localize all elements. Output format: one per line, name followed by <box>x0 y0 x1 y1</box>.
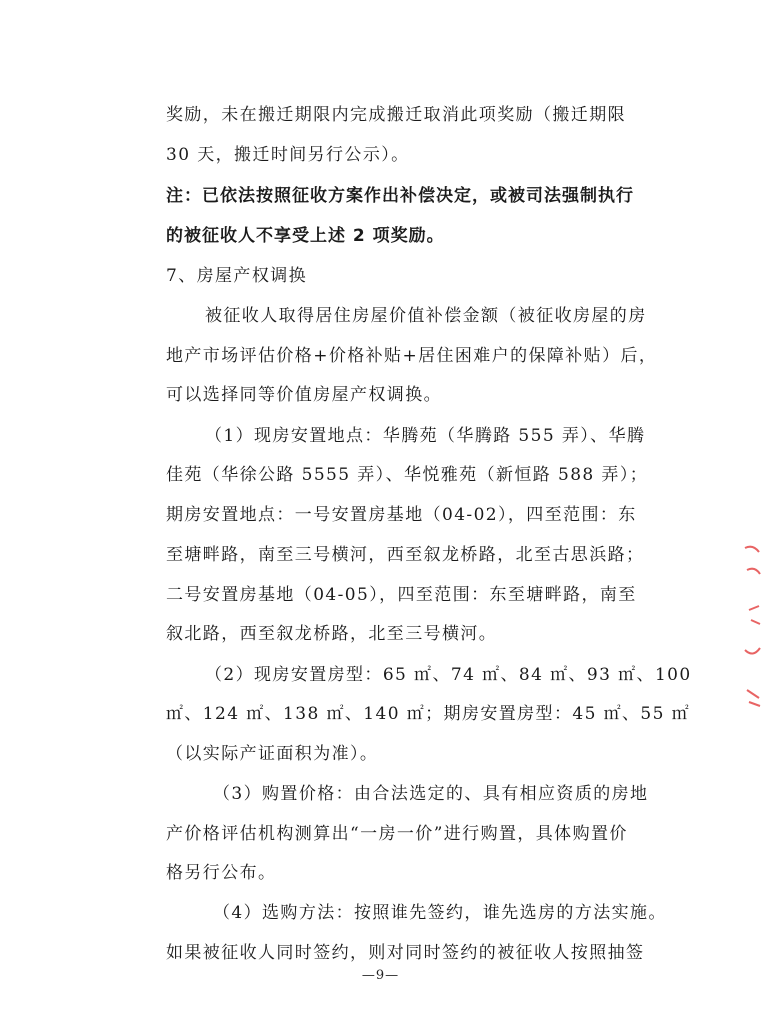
text-line-6: 被征收人取得居住房屋价值补偿金额（被征收房屋的房 <box>205 306 647 326</box>
note-line-1: 注：已依法按照征收方案作出补偿决定，或被司法强制执行 <box>166 186 634 206</box>
red-seal-fragment <box>739 540 761 710</box>
text-line-8: 可以选择同等价值房屋产权调换。 <box>166 385 442 405</box>
text-line-22: 如果被征收人同时签约，则对同时签约的被征收人按照抽签 <box>166 943 645 963</box>
text-line-2: 30 天，搬迁时间另行公示）。 <box>166 145 410 165</box>
text-line-11: 期房安置地点：一号安置房基地（04-02），四至范围：东 <box>166 505 637 525</box>
text-line-15: （2）现房安置房型：65 ㎡、74 ㎡、84 ㎡、93 ㎡、100 <box>205 665 692 685</box>
note-line-2: 的被征收人不享受上述 2 项奖励。 <box>166 226 445 246</box>
text-line-14: 叙北路，西至叙龙桥路，北至三号横河。 <box>166 624 498 644</box>
text-line-19: 产价格评估机构测算出“一房一价”进行购置，具体购置价 <box>166 824 628 844</box>
text-line-13: 二号安置房基地（04-05），四至范围：东至塘畔路，南至 <box>166 585 637 605</box>
text-line-18: （3）购置价格：由合法选定的、具有相应资质的房地 <box>213 784 649 804</box>
text-line-16: ㎡、124 ㎡、138 ㎡、140 ㎡；期房安置房型：45 ㎡、55 ㎡ <box>166 704 691 724</box>
section-heading-7: 7、房屋产权调换 <box>166 266 308 286</box>
text-line-7: 地产市场评估价格+价格补贴+居住困难户的保障补贴）后， <box>166 346 658 366</box>
text-line-10: 佳苑（华徐公路 5555 弄）、华悦雅苑（新恒路 588 弄）； <box>166 465 649 485</box>
text-line-17: （以实际产证面积为准）。 <box>166 744 379 764</box>
page-number: —9— <box>361 968 400 983</box>
text-line-9: （1）现房安置地点：华腾苑（华腾路 555 弄）、华腾 <box>205 426 646 446</box>
text-line-21: （4）选购方法：按照谁先签约，谁先选房的方法实施。 <box>213 903 667 923</box>
text-line-12: 至塘畔路，南至三号横河，西至叙龙桥路，北至古思浜路； <box>166 545 645 565</box>
text-line-20: 格另行公布。 <box>166 863 277 883</box>
text-line-1: 奖励，未在搬迁期限内完成搬迁取消此项奖励（搬迁期限 <box>166 105 626 125</box>
